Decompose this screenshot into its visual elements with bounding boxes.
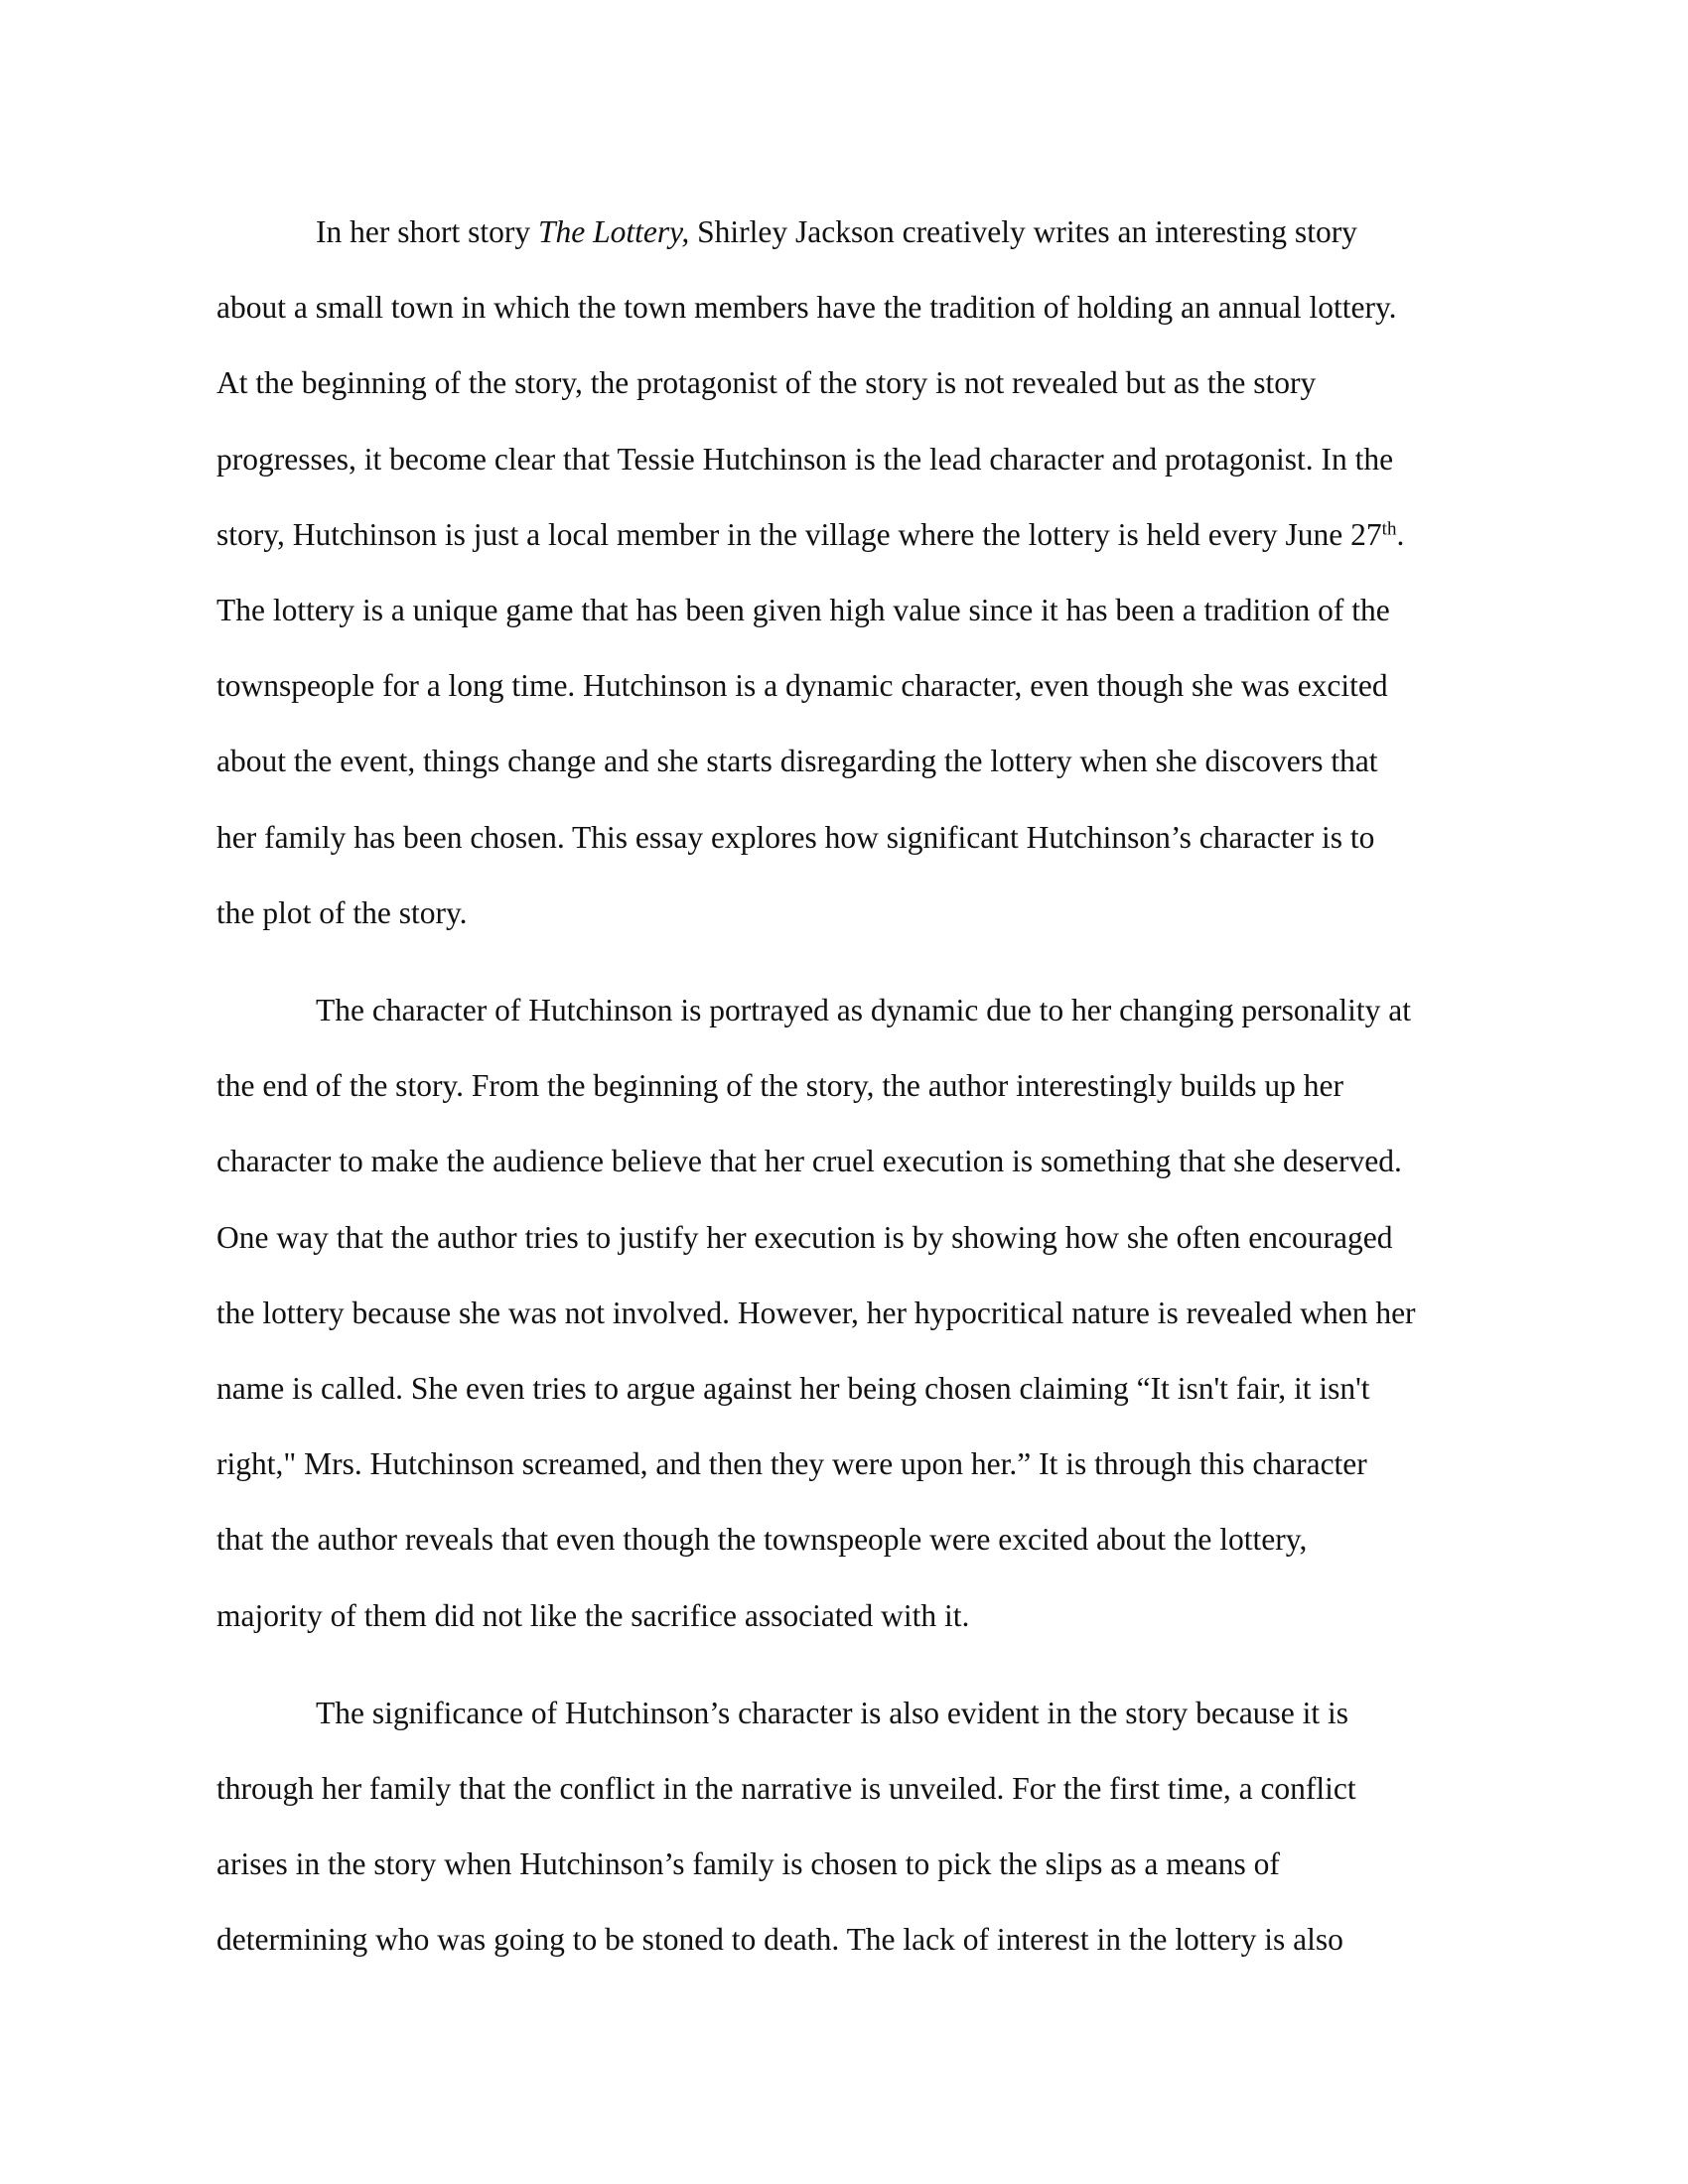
text-line: In her short story The Lottery, Shirley Jackson creatively writes an interesting story <box>316 214 1357 249</box>
text-line: right," Mrs. Hutchinson screamed, and then they were upon her.” It is through this character <box>216 1446 1367 1482</box>
text-line: The significance of Hutchinson’s character is also evident in the story because it is <box>316 1695 1349 1730</box>
text-line: the end of the story. From the beginning of the story, the author interestingly builds up her <box>216 1068 1343 1104</box>
paragraph-introduction <box>216 195 1497 951</box>
text-line: about a small town in which the town members have the tradition of holding an annual lottery. <box>216 290 1397 326</box>
text-line: One way that the author tries to justify her execution is by showing how she often encouraged <box>216 1219 1393 1255</box>
story-title: The Lottery, <box>537 214 690 249</box>
text-line: progresses, it become clear that Tessie Hutchinson is the lead character and protagonist. In the <box>216 441 1394 477</box>
ordinal-superscript: th <box>1381 518 1397 540</box>
text-line: majority of them did not like the sacrifice associated with it. <box>216 1597 970 1633</box>
text-line: through her family that the conflict in the narrative is unveiled. For the first time, a conflict <box>216 1771 1356 1807</box>
text-line: story, Hutchinson is just a local member in the village where the lottery is held every June 27th. <box>216 516 1405 552</box>
text-line: determining who was going to be stoned to death. The lack of interest in the lottery is also <box>216 1922 1343 1958</box>
text-line: At the beginning of the story, the protagonist of the story is not revealed but as the story <box>216 365 1317 401</box>
text-line: name is called. She even tries to argue against her being chosen claiming “It isn't fair, it isn't <box>216 1371 1370 1407</box>
text-line: about the event, things change and she starts disregarding the lottery when she discovers that <box>216 744 1378 779</box>
paragraph-character-dynamic <box>216 973 1497 1654</box>
essay-body <box>216 195 1497 1979</box>
text-line: character to make the audience believe that her cruel execution is something that she deserved. <box>216 1144 1402 1179</box>
text-line: that the author reveals that even though the townspeople were excited about the lottery, <box>216 1522 1308 1558</box>
text-line: the plot of the story. <box>216 894 468 930</box>
text-line: the lottery because she was not involved. However, her hypocritical nature is revealed when her <box>216 1295 1416 1330</box>
paragraph-significance <box>216 1676 1497 1979</box>
text-line: arises in the story when Hutchinson’s family is chosen to pick the slips as a means of <box>216 1846 1280 1882</box>
text-line: The lottery is a unique game that has been given high value since it has been a tradition of the <box>216 593 1390 628</box>
text-line: The character of Hutchinson is portrayed as dynamic due to her changing personality at <box>316 993 1411 1028</box>
text-line: her family has been chosen. This essay explores how significant Hutchinson’s character is to <box>216 819 1375 855</box>
text-line: townspeople for a long time. Hutchinson is a dynamic character, even though she was excited <box>216 668 1388 704</box>
